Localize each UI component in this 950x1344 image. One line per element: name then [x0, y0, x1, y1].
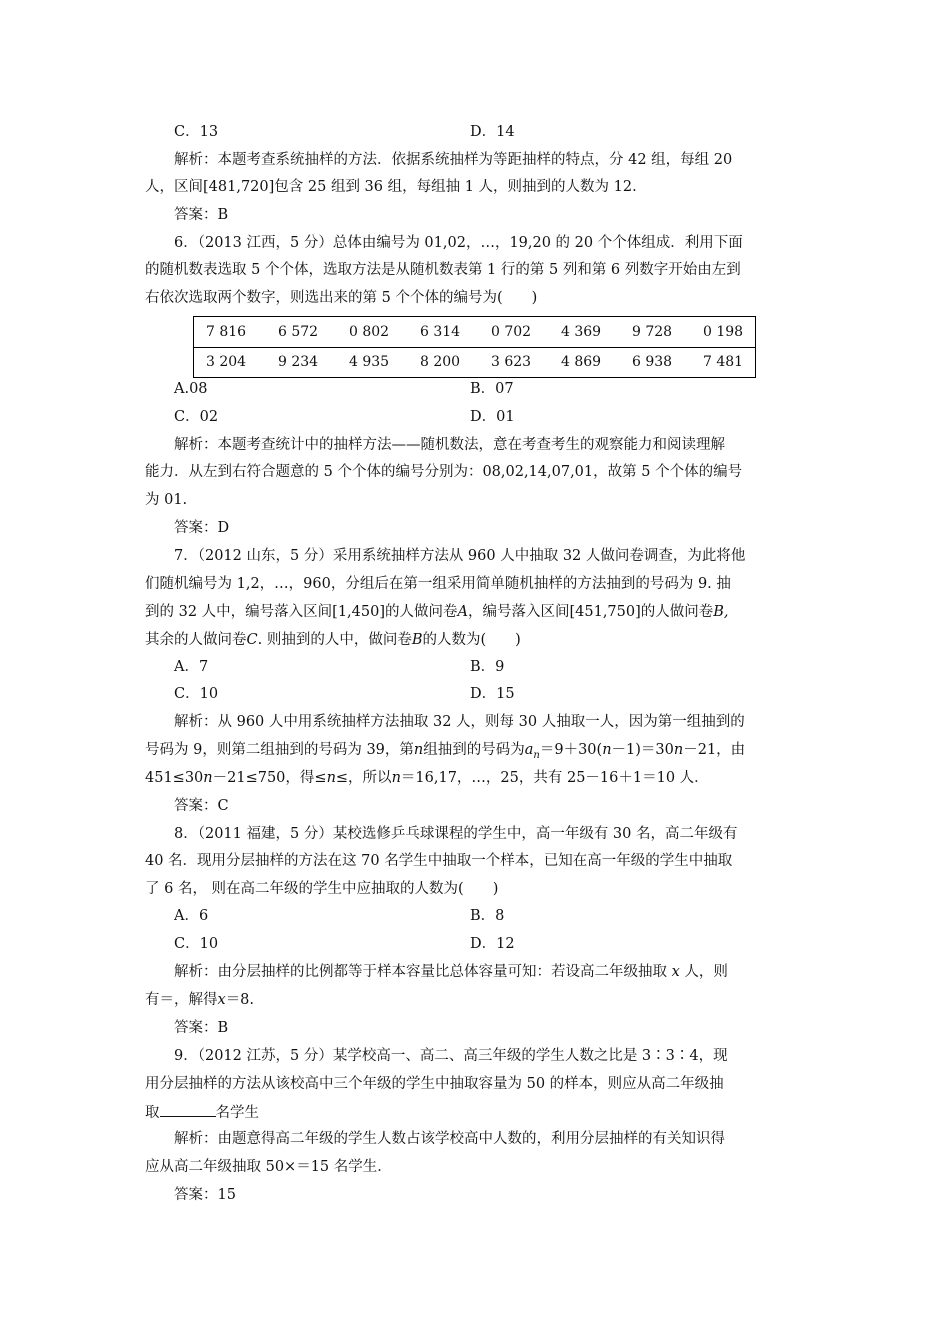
text-run: . 则抽到的人中，做问卷: [257, 632, 412, 648]
q6-option-c: C．02: [174, 409, 219, 425]
table-cell: 7 816: [206, 324, 247, 340]
italic-run: a: [524, 742, 534, 758]
text-run: 到的 32 人中，编号落入区间[1,450]的人做问卷: [145, 604, 458, 620]
text-run: 451≤30: [145, 770, 204, 786]
q7-stem-line-4: [145, 630, 805, 650]
italic-run: C: [246, 632, 258, 648]
q6-option-d: D．01: [470, 409, 515, 425]
italic-run: B,: [713, 604, 729, 620]
q6-stem-line-3: 右依次选取两个数字，则选出来的第 5 个个体的编号为( ): [145, 290, 538, 306]
text-run: 组抽到的号码为: [423, 742, 525, 758]
text-run: 号码为 9，则第二组抽到的号码为 39，第: [145, 742, 414, 758]
italic-run: x: [671, 964, 680, 980]
text-run: ＝16,17，…，25，共有 25－16＋1＝10 人．: [400, 770, 709, 786]
table-cell: 3 204: [206, 354, 247, 370]
q8-analysis-line-2: [145, 990, 805, 1010]
q8-option-c: C．10: [174, 936, 219, 952]
q6-option-b: B．07: [470, 381, 514, 397]
text-run: ，编号落入区间[451,750]的人做问卷: [467, 604, 714, 620]
table-cell: 6 572: [278, 324, 319, 340]
table-cell: 3 623: [491, 354, 532, 370]
italic-run: A: [457, 604, 468, 620]
q8-option-b: B．8: [470, 908, 505, 924]
table-cell: 4 369: [561, 324, 602, 340]
italic-run: x: [217, 992, 226, 1008]
q7-analysis-line-2: [145, 740, 805, 766]
q7-stem-line-3: [145, 602, 805, 622]
italic-run: n: [326, 770, 336, 786]
text-run: 有＝，解得: [145, 992, 218, 1008]
text-run: －1)＝30: [611, 742, 674, 758]
q7-option-a: A．7: [174, 659, 209, 675]
subscript: n: [533, 749, 540, 761]
q8-analysis-line-1: [174, 962, 805, 982]
text-run: 名学生: [215, 1105, 259, 1121]
italic-run: B: [411, 632, 423, 648]
table-cell: 0 802: [349, 324, 390, 340]
q8-stem-line-1: 8．（2011 福建，5 分）某校选修乒乓球课程的学生中，高一年级有 30 名，高二年级有: [174, 826, 738, 842]
table-row: [194, 347, 755, 377]
q7-stem-line-1: 7．（2012 山东，5 分）采用系统抽样方法从 960 人中抽取 32 人做问卷调查，为此将他: [174, 548, 746, 564]
text-run: ＝8.: [225, 992, 255, 1008]
text-run: ＝9＋30(: [539, 742, 603, 758]
q6-option-a: A.08: [174, 381, 208, 397]
q7-analysis-line-1: 解析：从 960 人中用系统抽样方法抽取 32 人，则每 30 人抽取一人，因为第一组抽到的: [174, 714, 745, 730]
text-run: 的人数为( ): [422, 632, 521, 648]
table-cell: 7 481: [703, 354, 744, 370]
text-run: 解析：由分层抽样的比例都等于样本容量比总体容量可知：若设高二年级抽取: [174, 964, 667, 980]
q8-option-d: D．12: [470, 936, 515, 952]
italic-run: n: [391, 770, 401, 786]
text-run: 人，则: [684, 964, 728, 980]
q8-stem-line-2: 40 名．现用分层抽样的方法在这 70 名学生中抽取一个样本，已知在高一年级的学生中抽取: [145, 853, 733, 869]
q7-stem-line-2: 们随机编号为 1,2，…，960，分组后在第一组采用简单随机抽样的方法抽到的号码为 9. 抽: [145, 576, 731, 592]
table-cell: 6 314: [420, 324, 461, 340]
q6-analysis-line-1: 解析：本题考查统计中的抽样方法——随机数法，意在考查考生的观察能力和阅读理解: [174, 437, 725, 453]
q6-stem-line-1: 6．（2013 江西，5 分）总体由编号为 01,02，…，19,20 的 20 个个体组成．利用下面: [174, 235, 743, 251]
q6-analysis-line-2: 能力．从左到右符合题意的 5 个个体的编号分别为：08,02,14,07,01，故第 5 个个体的编号: [145, 464, 743, 480]
table-cell: 9 234: [278, 354, 319, 370]
table-cell: 6 938: [632, 354, 673, 370]
table-cell: 9 728: [632, 324, 673, 340]
q9-stem-line-1: 9．（2012 江苏，5 分）某学校高一、高二、高三年级的学生人数之比是 3∶3∶4，现: [174, 1048, 728, 1064]
text-run: 取: [145, 1105, 160, 1121]
q6-answer: 答案：D: [174, 520, 230, 536]
q7-option-b: B．9: [470, 659, 505, 675]
table-row: [194, 317, 755, 348]
q9-stem-line-3: [145, 1101, 805, 1123]
q5-option-c: C．13: [174, 124, 219, 140]
q7-option-d: D．15: [470, 686, 515, 702]
answer-blank[interactable]: [160, 1101, 216, 1117]
q9-analysis-line-1: 解析：由题意得高二年级的学生人数占该学校高中人数的，利用分层抽样的有关知识得: [174, 1131, 725, 1147]
q7-analysis-line-3: [145, 768, 805, 788]
q9-stem-line-2: 用分层抽样的方法从该校高中三个年级的学生中抽取容量为 50 的样本，则应从高二年级抽: [145, 1076, 724, 1092]
q6-stem-line-2: 的随机数表选取 5 个个体，选取方法是从随机数表第 1 行的第 5 列和第 6 列数字开始由左到: [145, 262, 741, 278]
table-cell: 0 702: [491, 324, 532, 340]
italic-run: n: [413, 742, 424, 758]
q6-analysis-line-3: 为 01.: [145, 492, 188, 508]
random-number-table: [193, 316, 756, 378]
q8-option-a: A．6: [174, 908, 209, 924]
italic-run: n: [673, 742, 684, 758]
q9-answer: 答案：15: [174, 1187, 236, 1203]
q7-answer: 答案：C: [174, 798, 229, 814]
table-cell: 4 935: [349, 354, 390, 370]
table-cell: 4 869: [561, 354, 602, 370]
q9-analysis-line-2: 应从高二年级抽取 50×＝15 名学生．: [145, 1159, 392, 1175]
q8-answer: 答案：B: [174, 1020, 229, 1036]
q5-analysis-line-1: 解析：本题考查系统抽样的方法．依据系统抽样为等距抽样的特点，分 42 组，每组 20: [174, 152, 733, 168]
text-run: －21≤750，得≤: [212, 770, 327, 786]
table-cell: 0 198: [703, 324, 744, 340]
italic-run: n: [602, 742, 612, 758]
italic-run: n: [203, 770, 213, 786]
q8-stem-line-3: 了 6 名， 则在高二年级的学生中应抽取的人数为( ): [145, 881, 499, 897]
q5-analysis-line-2: 人，区间[481,720]包含 25 组到 36 组，每组抽 1 人，则抽到的人数为 12.: [145, 179, 637, 195]
table-cell: 8 200: [420, 354, 461, 370]
text-run: －21，由: [683, 742, 746, 758]
q5-option-d: D．14: [470, 124, 515, 140]
text-run: ≤，所以: [335, 770, 392, 786]
text-run: 其余的人做问卷: [145, 632, 247, 648]
q7-option-c: C．10: [174, 686, 219, 702]
q5-answer: 答案：B: [174, 207, 229, 223]
